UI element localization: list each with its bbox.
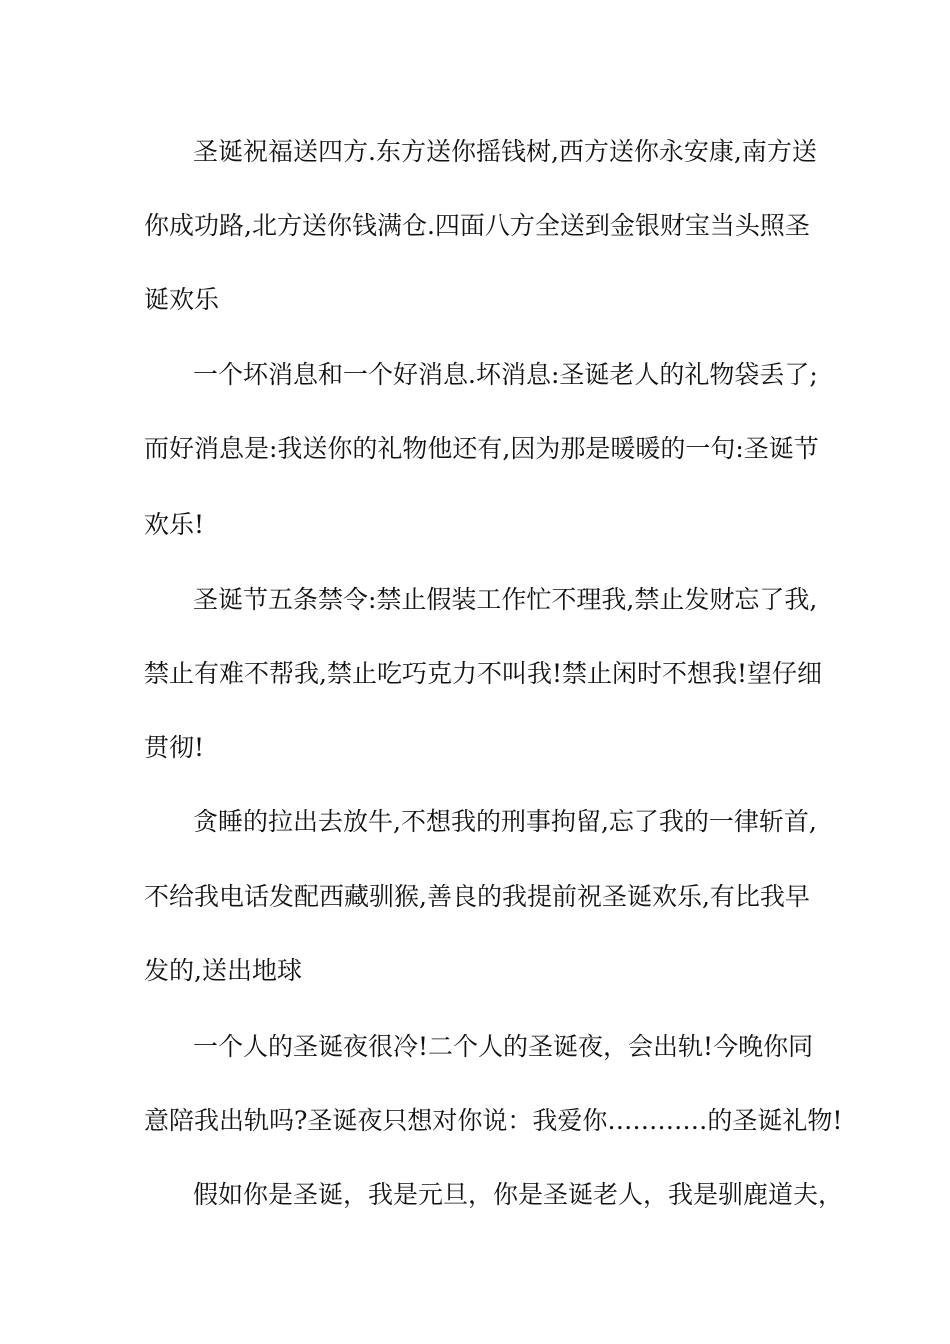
paragraph-5-line-2: 意陪我出轨吗?圣诞夜只想对你说：我爱你…………的圣诞礼物!	[144, 1106, 843, 1135]
paragraph-2-line-3: 欢乐!	[144, 510, 205, 539]
paragraph-1-line-2: 你成功路,北方送你钱满仓.四面八方全送到金银财宝当头照圣	[144, 211, 810, 240]
paragraph-3-line-1: 圣诞节五条禁令:禁止假装工作忙不理我,禁止发财忘了我,	[193, 585, 818, 614]
paragraph-1-line-1: 圣诞祝福送四方.东方送你摇钱树,西方送你永安康,南方送	[193, 137, 817, 166]
paragraph-3-line-2: 禁止有难不帮我,禁止吃巧克力不叫我!禁止闲时不想我!望仔细	[144, 659, 823, 688]
paragraph-1-line-3: 诞欢乐	[144, 285, 220, 314]
paragraph-2-line-2: 而好消息是:我送你的礼物他还有,因为那是暖暖的一句:圣诞节	[144, 434, 819, 463]
paragraph-4-line-3: 发的,送出地球	[144, 956, 302, 985]
paragraph-4-line-2: 不给我电话发配西藏驯猴,善良的我提前祝圣诞欢乐,有比我早	[144, 882, 810, 911]
paragraph-4-line-1: 贪睡的拉出去放牛,不想我的刑事拘留,忘了我的一律斩首,	[193, 807, 817, 836]
paragraph-2-line-1: 一个坏消息和一个好消息.坏消息:圣诞老人的礼物袋丢了;	[193, 360, 818, 389]
paragraph-3-line-3: 贯彻!	[144, 733, 205, 762]
paragraph-5-line-1: 一个人的圣诞夜很冷!二个人的圣诞夜，会出轨!今晚你同	[193, 1032, 814, 1061]
paragraph-6-line-1: 假如你是圣诞，我是元旦，你是圣诞老人，我是驯鹿道夫，	[193, 1180, 844, 1209]
